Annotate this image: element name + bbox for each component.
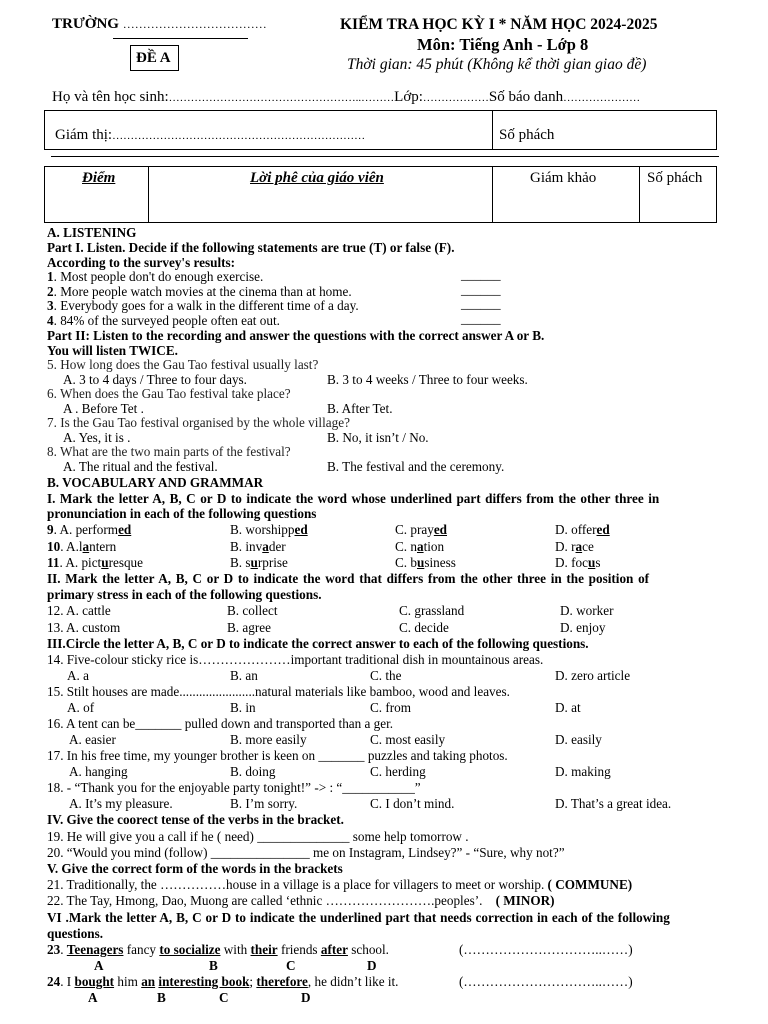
section-b1-instruction-cont: pronunciation in each of the following questions bbox=[47, 506, 317, 521]
question-10-option-d[interactable]: D. race bbox=[555, 539, 594, 554]
question-23-answer[interactable]: (…………………………..……) bbox=[459, 942, 633, 957]
exam-time: Thời gian: 45 phút (Không kể thời gian giao đề) bbox=[347, 56, 647, 73]
answer-blank-3[interactable]: ______ bbox=[461, 296, 501, 311]
question-14-option-a[interactable]: A. a bbox=[67, 668, 89, 683]
school-label: TRƯỜNG ……………………………… bbox=[52, 16, 267, 32]
question-10-option-c[interactable]: C. nation bbox=[395, 539, 445, 554]
question-22[interactable]: 22. The Tay, Hmong, Dao, Muong are called ‘ethnic …………………….peoples’. ( MINOR) bbox=[47, 893, 555, 908]
exam-title: KIỂM TRA HỌC KỲ I * NĂM HỌC 2024-2025 bbox=[340, 16, 658, 33]
score-header-diem: Điểm bbox=[82, 170, 116, 186]
section-b2-instruction: II. Mark the letter A, B, C or D to indicate the word that differs from the other three in the position of bbox=[47, 571, 650, 586]
question-14-option-c[interactable]: C. the bbox=[370, 668, 402, 683]
question-16-option-a[interactable]: A. easier bbox=[69, 732, 116, 747]
answer-blank-1[interactable]: ______ bbox=[461, 267, 501, 282]
question-13-option-d[interactable]: D. enjoy bbox=[560, 620, 606, 635]
question-24: 24. I bought him an interesting book; therefore, he didn’t like it. bbox=[47, 974, 399, 989]
question-21[interactable]: 21. Traditionally, the ……………house in a village is a place for villagers to meet or worship. ( COMMUNE) bbox=[47, 877, 633, 892]
part1-subtitle: According to the survey's results: bbox=[47, 255, 236, 270]
question-12-option-a[interactable]: 12. A. cattle bbox=[47, 603, 111, 618]
score-header-loiphe: Lời phê của giáo viên bbox=[250, 170, 384, 186]
question-18-option-a[interactable]: A. It’s my pleasure. bbox=[69, 796, 173, 811]
question-13-option-a[interactable]: 13. A. custom bbox=[47, 620, 121, 635]
score-col-divider-2 bbox=[492, 167, 493, 222]
school-underline bbox=[113, 38, 248, 39]
question-24-label-b: B bbox=[157, 990, 166, 1005]
question-18-option-d[interactable]: D. That’s a great idea. bbox=[555, 796, 672, 811]
question-17-option-d[interactable]: D. making bbox=[555, 764, 611, 779]
question-24-label-d: D bbox=[301, 990, 311, 1005]
question-11-option-b[interactable]: B. surprise bbox=[230, 555, 288, 570]
question-16-option-b[interactable]: B. more easily bbox=[230, 732, 307, 747]
section-b6-instruction: VI .Mark the letter A, B, C or D to indicate the underlined part that needs correction in each of the following bbox=[47, 910, 670, 925]
question-6-option-a[interactable]: A . Before Tet . bbox=[63, 401, 144, 416]
question-15-option-c[interactable]: C. from bbox=[370, 700, 412, 715]
question-11-option-a[interactable]: 11. A. picturesque bbox=[47, 555, 143, 570]
question-23-label-b: B bbox=[209, 958, 218, 973]
question-17-option-b[interactable]: B. doing bbox=[230, 764, 276, 779]
part1-instruction: Part I. Listen. Decide if the following statements are true (T) or false (F). bbox=[47, 240, 455, 255]
question-10-option-b[interactable]: B. invader bbox=[230, 539, 286, 554]
question-5: 5. How long does the Gau Tao festival usually last? bbox=[47, 357, 319, 372]
section-b-title: B. VOCABULARY AND GRAMMAR bbox=[47, 475, 264, 490]
question-16-option-c[interactable]: C. most easily bbox=[370, 732, 446, 747]
question-12-option-d[interactable]: D. worker bbox=[560, 603, 614, 618]
question-17-option-c[interactable]: C. herding bbox=[370, 764, 426, 779]
question-17: 17. In his free time, my younger brother is keen on _______ puzzles and taking photos. bbox=[47, 748, 508, 763]
section-b1-instruction: I. Mark the letter A, B, C or D to indicate the word whose underlined part differs from the other three in bbox=[47, 491, 660, 506]
question-7-option-b[interactable]: B. No, it isn’t / No. bbox=[327, 430, 429, 445]
question-5-option-a[interactable]: A. 3 to 4 days / Three to four days. bbox=[63, 372, 247, 387]
invigilator-divider bbox=[492, 111, 493, 149]
section-b3-instruction: III.Circle the letter A, B, C or D to indicate the correct answer to each of the following questions. bbox=[47, 636, 589, 651]
question-23-label-c: C bbox=[286, 958, 296, 973]
part2-subtitle: You will listen TWICE. bbox=[47, 343, 178, 358]
score-header-giamkhao: Giám khảo bbox=[530, 170, 597, 186]
question-15-option-d[interactable]: D. at bbox=[555, 700, 581, 715]
question-1: 1. Most people don't do enough exercise. bbox=[47, 269, 264, 284]
question-24-answer[interactable]: (…………………………..……) bbox=[459, 974, 633, 989]
question-23: 23. Teenagers fancy to socialize with their friends after school. bbox=[47, 942, 389, 957]
exam-code-box bbox=[130, 45, 179, 71]
question-4: 4. 84% of the surveyed people often eat out. bbox=[47, 313, 280, 328]
question-6-option-b[interactable]: B. After Tet. bbox=[327, 401, 393, 416]
question-8-option-b[interactable]: B. The festival and the ceremony. bbox=[327, 459, 505, 474]
sophach-label-top: Số phách bbox=[499, 127, 555, 143]
question-18-option-c[interactable]: C. I don’t mind. bbox=[370, 796, 455, 811]
question-15-option-a[interactable]: A. of bbox=[67, 700, 95, 715]
invigilator-box bbox=[44, 110, 717, 150]
question-2: 2. More people watch movies at the cinema than at home. bbox=[47, 284, 352, 299]
question-9-option-b[interactable]: B. worshipped bbox=[230, 522, 308, 537]
exam-subject: Môn: Tiếng Anh - Lớp 8 bbox=[417, 35, 589, 54]
question-9-option-c[interactable]: C. prayed bbox=[395, 522, 448, 537]
question-18: 18. - “Thank you for the enjoyable party tonight!” -> : “___________” bbox=[47, 780, 421, 795]
question-18-option-b[interactable]: B. I’m sorry. bbox=[230, 796, 298, 811]
question-16-option-d[interactable]: D. easily bbox=[555, 732, 602, 747]
answer-blank-2[interactable]: ______ bbox=[461, 282, 501, 297]
question-12-option-b[interactable]: B. collect bbox=[227, 603, 278, 618]
invigilator-label: Giám thị:…………………………………………………………… bbox=[55, 127, 366, 143]
question-10-option-a[interactable]: 10. A.lantern bbox=[47, 539, 117, 554]
question-12-option-c[interactable]: C. grassland bbox=[399, 603, 465, 618]
answer-blank-4[interactable]: ______ bbox=[461, 311, 501, 326]
question-11-option-c[interactable]: C. business bbox=[395, 555, 456, 570]
part2-instruction: Part II: Listen to the recording and answer the questions with the correct answer A or B. bbox=[47, 328, 545, 343]
question-11-option-d[interactable]: D. focus bbox=[555, 555, 601, 570]
question-23-label-a: A bbox=[94, 958, 104, 973]
section-b2-instruction-cont: primary stress in each of the following questions. bbox=[47, 587, 322, 602]
section-a-title: A. LISTENING bbox=[47, 225, 137, 240]
question-19[interactable]: 19. He will give you a call if he ( need) ______________ some help tomorrow . bbox=[47, 829, 469, 844]
exam-code: ĐỀ A bbox=[136, 50, 171, 66]
question-5-option-b[interactable]: B. 3 to 4 weeks / Three to four weeks. bbox=[327, 372, 528, 387]
question-15: 15. Stilt houses are made.......................natural materials like bamboo, wood and leaves. bbox=[47, 684, 510, 699]
question-7-option-a[interactable]: A. Yes, it is . bbox=[63, 430, 131, 445]
question-24-label-a: A bbox=[88, 990, 98, 1005]
question-8-option-a[interactable]: A. The ritual and the festival. bbox=[63, 459, 218, 474]
separator-line bbox=[51, 156, 719, 157]
question-9-option-d[interactable]: D. offered bbox=[555, 522, 610, 537]
score-col-divider-1 bbox=[148, 167, 149, 222]
score-col-divider-3 bbox=[639, 167, 640, 222]
score-table bbox=[44, 166, 717, 223]
question-13-option-c[interactable]: C. decide bbox=[399, 620, 449, 635]
question-14-option-d[interactable]: D. zero article bbox=[555, 668, 631, 683]
question-14-option-b[interactable]: B. an bbox=[230, 668, 258, 683]
question-14: 14. Five-colour sticky rice is…………………important traditional dish in mountainous areas. bbox=[47, 652, 544, 667]
question-8: 8. What are the two main parts of the festival? bbox=[47, 444, 291, 459]
question-16: 16. A tent can be_______ pulled down and transported than a ger. bbox=[47, 716, 394, 731]
question-17-option-a[interactable]: A. hanging bbox=[69, 764, 128, 779]
score-header-sophach: Số phách bbox=[647, 170, 703, 186]
section-b5-instruction: V. Give the correct form of the words in the brackets bbox=[47, 861, 343, 876]
question-9-option-a[interactable]: 9. A. performed bbox=[47, 522, 132, 537]
question-6: 6. When does the Gau Tao festival take place? bbox=[47, 386, 291, 401]
question-24-label-c: C bbox=[219, 990, 229, 1005]
section-b6-instruction-cont: questions. bbox=[47, 926, 104, 941]
section-b4-instruction: IV. Give the coorect tense of the verbs in the bracket. bbox=[47, 812, 344, 827]
question-15-option-b[interactable]: B. in bbox=[230, 700, 256, 715]
question-20[interactable]: 20. “Would you mind (follow) _______________ me on Instagram, Lindsey?” - “Sure, why not?” bbox=[47, 845, 565, 860]
question-3: 3. Everybody goes for a walk in the different time of a day. bbox=[47, 298, 359, 313]
question-13-option-b[interactable]: B. agree bbox=[227, 620, 271, 635]
question-7: 7. Is the Gau Tao festival organised by the whole village? bbox=[47, 415, 350, 430]
student-info-line: Họ và tên học sinh:……………………………………………..………Lớp:………………Số báo danh………………… bbox=[52, 89, 641, 105]
question-23-label-d: D bbox=[367, 958, 377, 973]
